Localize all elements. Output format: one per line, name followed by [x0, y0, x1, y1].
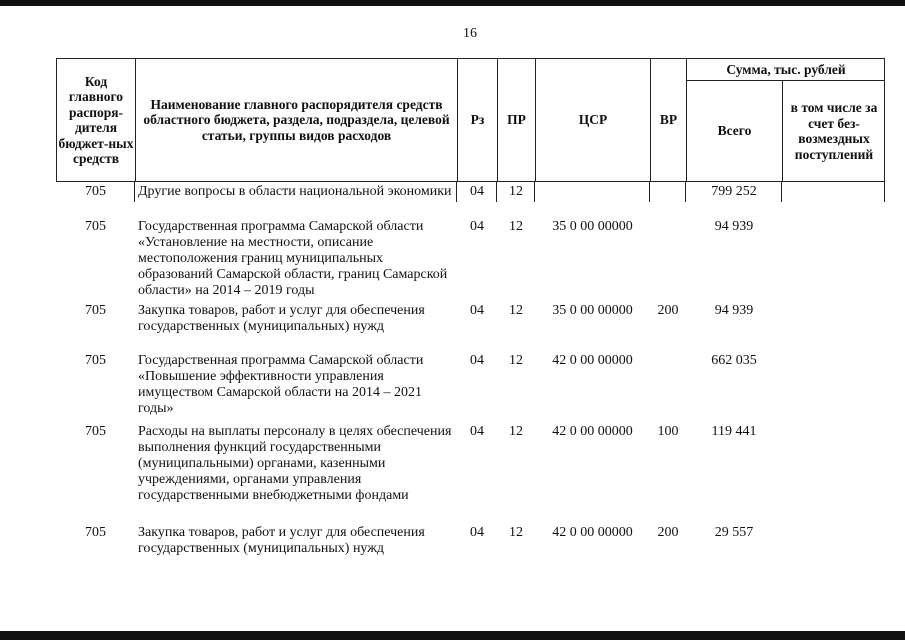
cell-rz: 04 — [470, 303, 484, 318]
cell-csr: 42 0 00 00000 — [552, 353, 633, 368]
header-vr: ВР — [659, 112, 678, 128]
cell-rz: 04 — [470, 424, 484, 439]
cell-pr: 12 — [509, 353, 523, 368]
cell-code: 705 — [85, 353, 106, 368]
cell-pr: 12 — [509, 303, 523, 318]
cell-name: Государственная программа Самарской области «Повышение эффективности управления имуществом Самарской области на 2014 – 2021 годы» — [138, 353, 424, 416]
cell-pr: 12 — [509, 219, 523, 234]
header-incl: в том числе за счет без-возмездных поступлений — [790, 100, 878, 162]
cell-code: 705 — [85, 303, 106, 318]
cell-total: 119 441 — [711, 424, 757, 439]
page-number: 16 — [463, 26, 477, 41]
cell-pr: 12 — [509, 525, 523, 540]
cell-name: Другие вопросы в области национальной экономики — [138, 184, 452, 199]
cell-rz: 04 — [470, 219, 484, 234]
header-pr: ПР — [507, 112, 526, 128]
cell-name: Расходы на выплаты персоналу в целях обеспечения выполнения функций государственными (муниципальными) органами, казенными учреждениями, органами управления государственными внебюджетными фондами — [138, 424, 452, 503]
cell-rz: 04 — [470, 525, 484, 540]
cell-code: 705 — [85, 525, 106, 540]
cell-csr: 35 0 00 00000 — [552, 303, 633, 318]
cell-rz: 04 — [470, 184, 484, 199]
header-total: Всего — [717, 123, 752, 139]
budget-table — [56, 58, 885, 556]
header-name: Наименование главного распорядителя средств областного бюджета, раздела, подраздела, целевой статьи, группы видов расходов — [143, 96, 450, 143]
cell-code: 705 — [85, 424, 106, 439]
cell-pr: 12 — [509, 424, 523, 439]
cell-name: Государственная программа Самарской области «Установление на местности, описание местоположения границ муниципальных образований Самарской области, границ Самарской области» на 2014 – 2019 годы — [138, 219, 448, 298]
header-csr: ЦСР — [578, 112, 608, 128]
header-rz: Рз — [470, 112, 485, 128]
cell-csr: 42 0 00 00000 — [552, 525, 633, 540]
cell-vr: 200 — [657, 303, 679, 318]
cell-total: 29 557 — [714, 525, 754, 540]
cell-name: Закупка товаров, работ и услуг для обеспечения государственных (муниципальных) нужд — [138, 525, 425, 556]
cell-name: Закупка товаров, работ и услуг для обеспечения государственных (муниципальных) нужд — [138, 303, 425, 334]
cell-rz: 04 — [470, 353, 484, 368]
bottom-border — [0, 631, 905, 640]
cell-csr: 35 0 00 00000 — [552, 219, 633, 234]
cell-csr: 42 0 00 00000 — [552, 424, 633, 439]
header-code: Код главного распоря-дителя бюджет-ных средств — [58, 73, 134, 166]
cell-code: 705 — [85, 219, 106, 234]
top-border — [0, 0, 905, 6]
cell-pr: 12 — [509, 184, 523, 199]
cell-total: 94 939 — [714, 303, 754, 318]
header-sum: Сумма, тыс. рублей — [726, 61, 846, 77]
table-header — [56, 58, 885, 182]
cell-total: 799 252 — [711, 184, 757, 199]
cell-total: 662 035 — [711, 353, 757, 368]
cell-total: 94 939 — [714, 219, 754, 234]
cell-code: 705 — [85, 184, 106, 199]
cell-vr: 200 — [657, 525, 679, 540]
cell-vr: 100 — [657, 424, 679, 439]
